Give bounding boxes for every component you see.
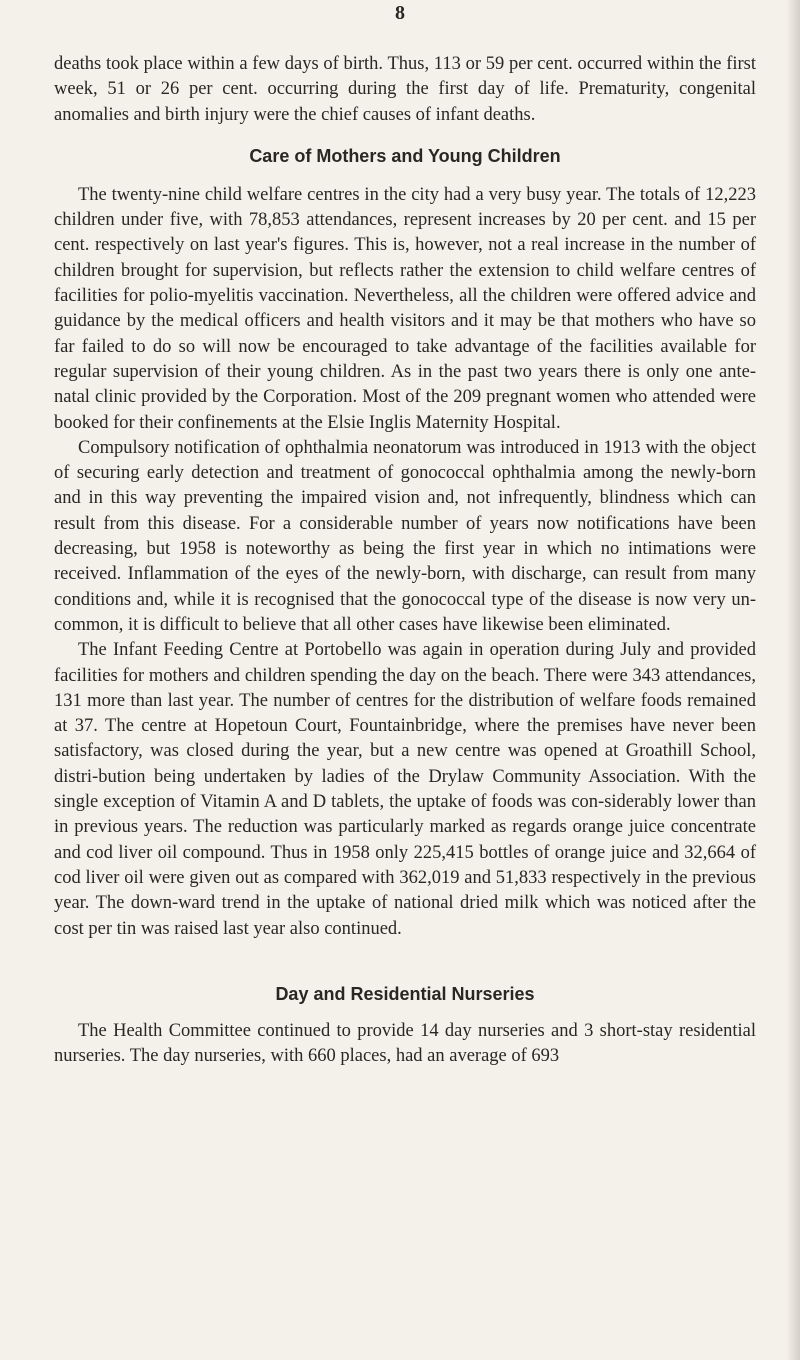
care-paragraph-2: Compulsory notification of ophthalmia neonatorum was introduced in 1913 with the object of securing early detection and treatment of gonococcal ophthalmia among the newly-born and in this way preventing the impaired vision and, not infrequently, blindness which can result from this disease. For a considerable number of years now notifications have been decreasing, but 1958 is noteworthy as being the first year in which no intimations were received. Inflammation of the eyes of the newly-born, with discharge, can result from many conditions and, while it is recognised that the gonococcal type of the disease is now very un-common, it is difficult to believe that all other cases have likewise been eliminated. bbox=[54, 437, 756, 635]
section-heading-nurseries: Day and Residential Nurseries bbox=[275, 983, 535, 1004]
section-heading-care: Care of Mothers and Young Children bbox=[249, 145, 561, 166]
care-paragraph-3: The Infant Feeding Centre at Portobello was again in operation during July and provided facilities for mothers and children spending the day on the beach. There were 343 attendances, 131 more than last year. The number of centres for the distribution of welfare foods remained at 37. The centre at Hopetoun Court, Fountainbridge, where the premises have never been satisfactory, was closed during the year, but a new centre was opened at Groathill School, distri-bution being undertaken by ladies of the Drylaw Community Association. With the single exception of Vitamin A and D tablets, the uptake of foods was con-siderably lower than in previous years. The reduction was particularly marked as regards orange juice concentrate and cod liver oil compound. Thus in 1958 only 225,415 bottles of orange juice and 32,664 of cod liver oil were given out as compared with 362,019 and 51,833 respectively in the previous year. The down-ward trend in the uptake of national dried milk which was noticed after the cost per tin was raised last year also continued. bbox=[54, 640, 756, 939]
nurseries-paragraph-1: The Health Committee continued to provide 14 day nurseries and 3 short-stay residential nurseries. The day nurseries, with 660 places, had an average of 693 bbox=[54, 1020, 756, 1067]
document-body bbox=[54, 52, 756, 1069]
page-edge-shadow bbox=[786, 0, 800, 1360]
intro-paragraph: deaths took place within a few days of birth. Thus, 113 or 59 per cent. occurred within the first week, 51 or 26 per cent. occurring during the first day of life. Prematurity, congenital anomalies and birth injury were the chief causes of infant deaths. bbox=[54, 54, 756, 125]
care-paragraph-1: The twenty-nine child welfare centres in the city had a very busy year. The totals of 12,223 children under five, with 78,853 attendances, represent increases by 20 per cent. and 15 per cent. respectively on last year's figures. This is, however, not a real increase in the number of children brought for supervision, but reflects rather the extension to child welfare centres of facilities for polio-myelitis vaccination. Nevertheless, all the children were offered advice and guidance by the medical officers and health visitors and it may be that mothers who have so far failed to do so will now be encouraged to take advantage of the facilities available for regular supervision of their young children. As in the past two years there is only one ante-natal clinic provided by the Corporation. Most of the 209 pregnant women who attended were booked for their confinements at the Elsie Inglis Maternity Hospital. bbox=[54, 184, 756, 433]
page-number: 8 bbox=[395, 2, 405, 24]
